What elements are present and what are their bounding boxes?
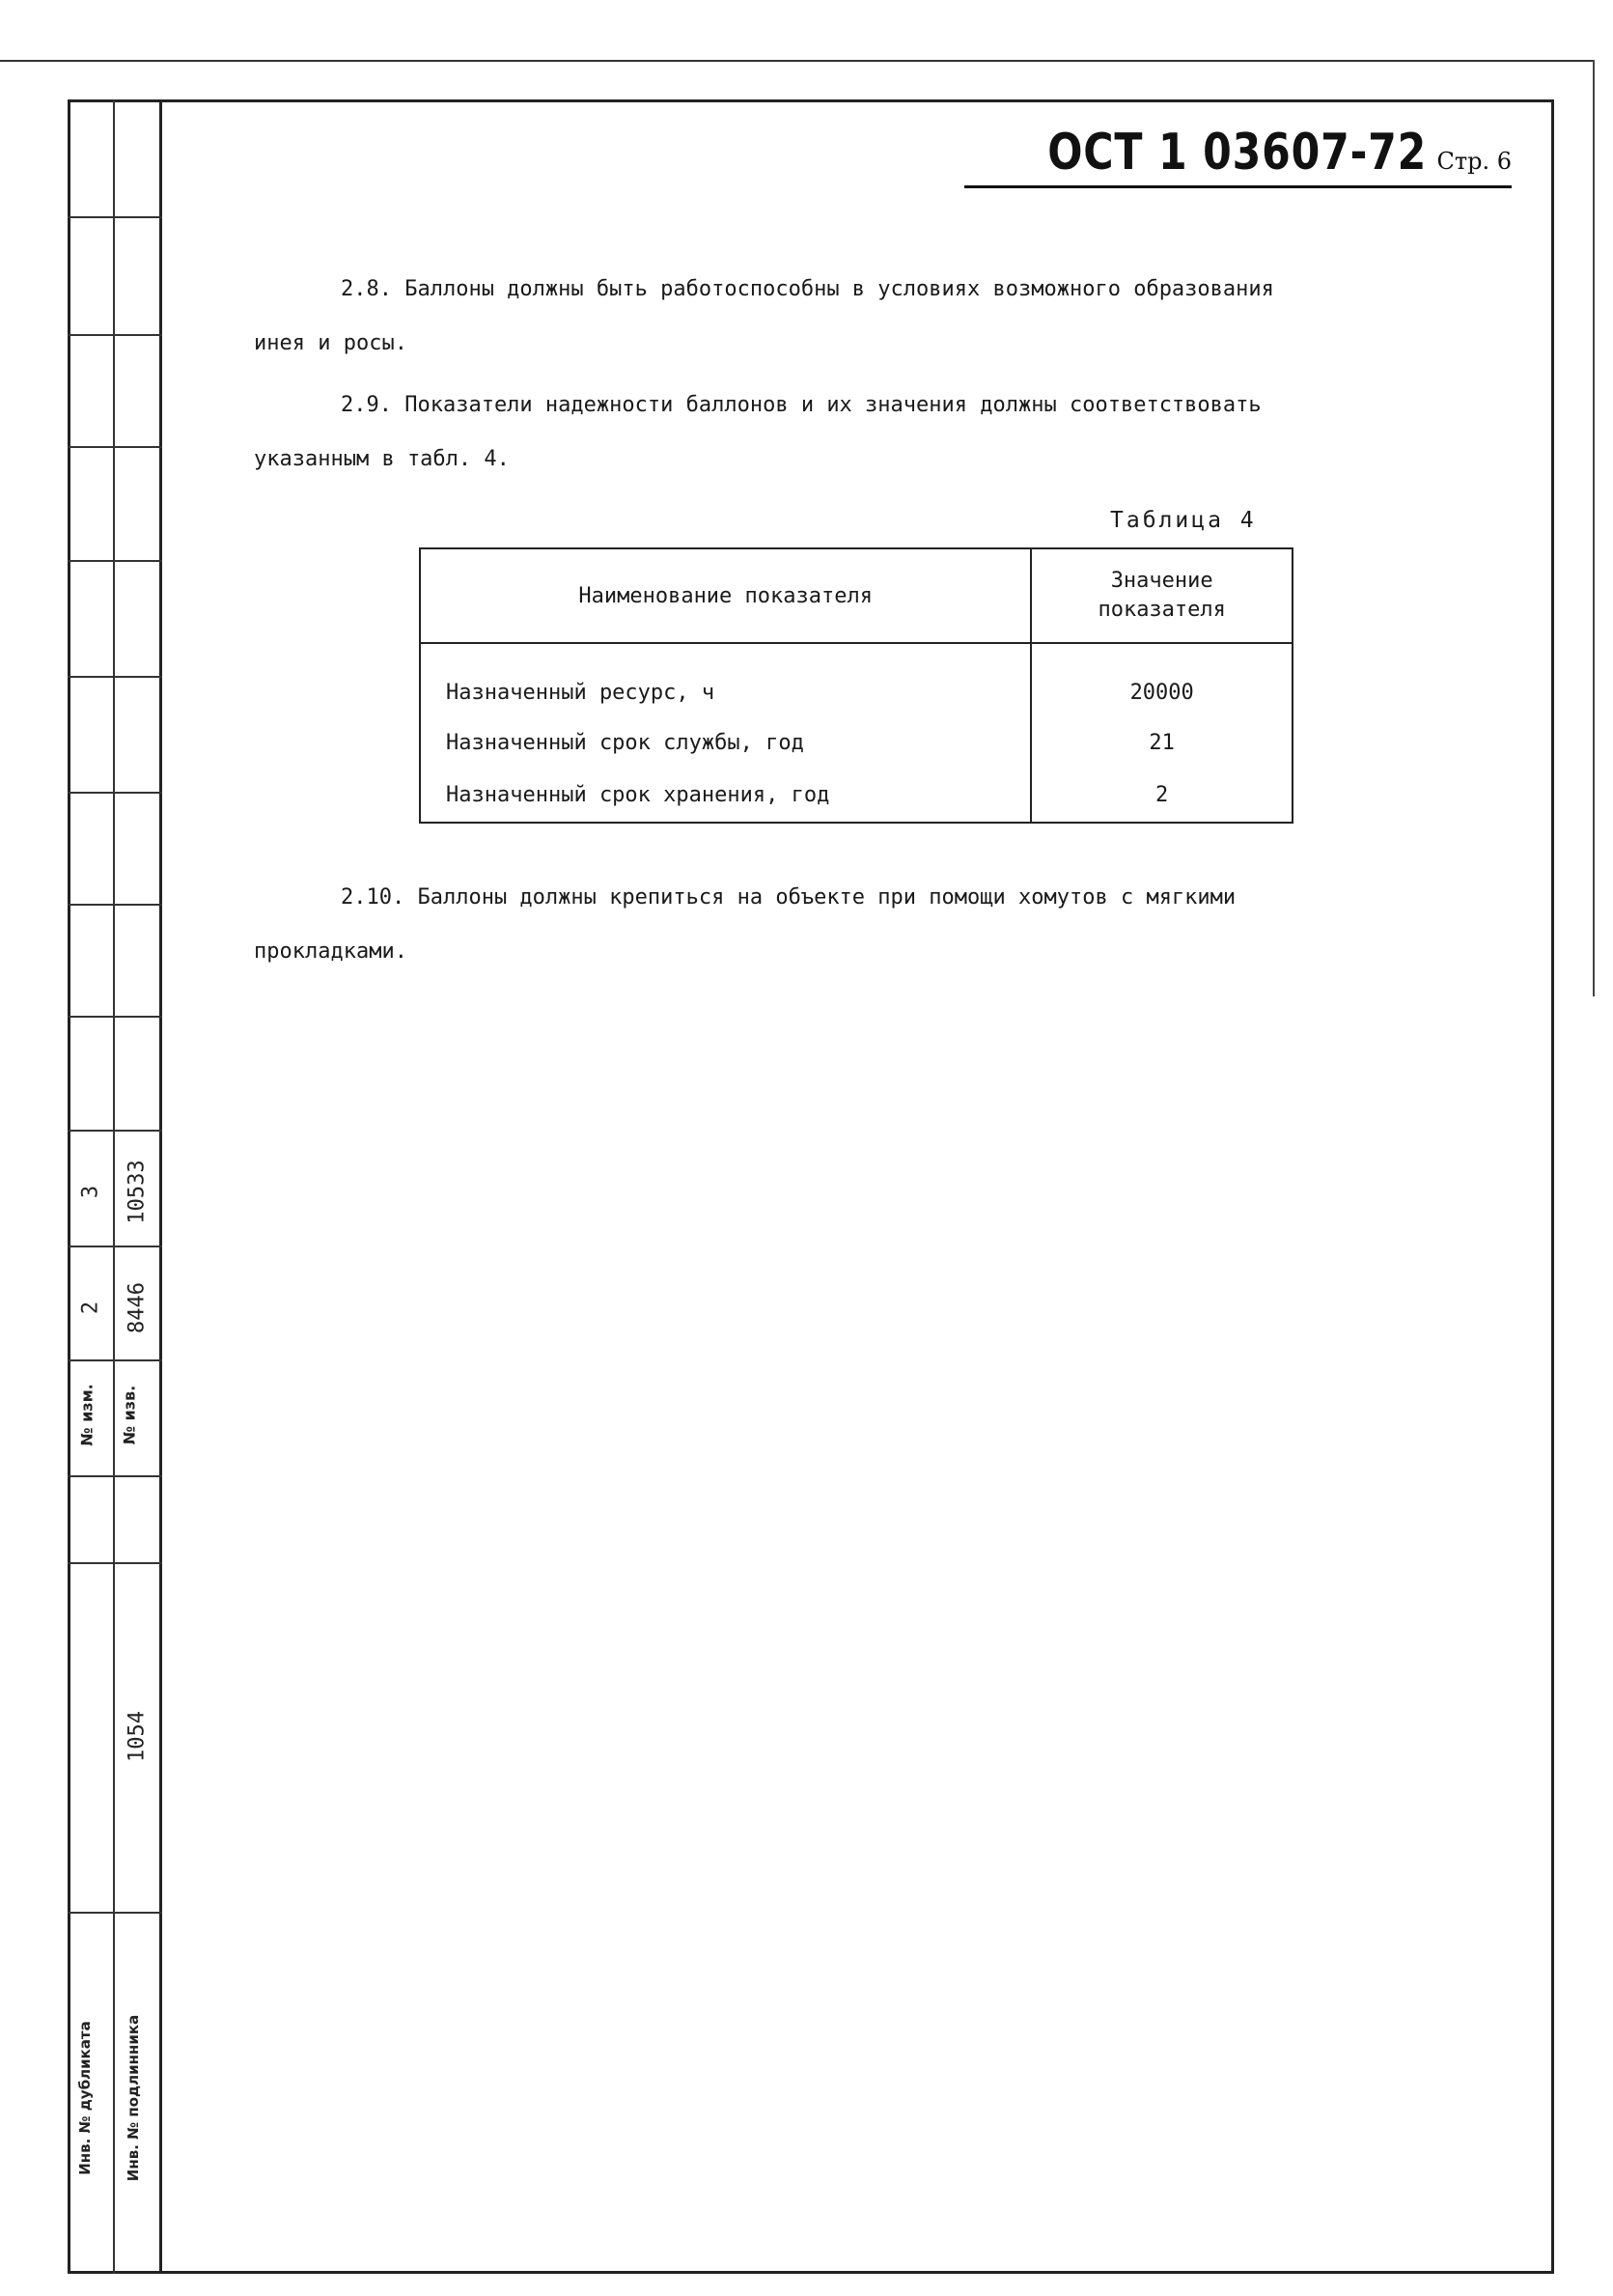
column-header-value	[1031, 548, 1293, 643]
stub-line	[68, 676, 162, 678]
stub-line	[68, 1359, 162, 1361]
stub-izm-label: № изм.	[77, 1384, 97, 1446]
stub-inv-dubl-value: 1054	[125, 1711, 150, 1762]
stub-line	[68, 792, 162, 794]
column-header-value-line: показателя	[1098, 598, 1226, 622]
stub-izv-2: 8446	[125, 1282, 150, 1333]
stub-line	[68, 1475, 162, 1477]
stub-line	[68, 560, 162, 562]
column-header-name: Наименование показателя	[420, 548, 1031, 643]
row-value: 20000	[1031, 643, 1293, 717]
right-edge	[1593, 60, 1595, 996]
paragraph-line: 2.10. Баллоны должны крепиться на объекте при помощи хомутов с мягкими	[341, 885, 1237, 910]
stub-line	[68, 216, 162, 218]
column-header-value-line: Значение	[1110, 569, 1213, 593]
stub-line	[68, 446, 162, 448]
table-row	[420, 643, 1293, 717]
table-row	[420, 717, 1293, 768]
row-value: 2	[1031, 768, 1293, 823]
paragraph-2-10	[254, 871, 1460, 979]
paragraph-line: 2.9. Показатели надежности баллонов и их значения должны соответствовать	[341, 393, 1262, 417]
table-header-row	[420, 548, 1293, 643]
stub-line	[68, 1562, 162, 1564]
paragraph-line: прокладками.	[254, 939, 407, 964]
stub-inv-podl-label: Инв. № подлинника	[125, 2014, 142, 2182]
stub-izm-3: 3	[78, 1185, 103, 1199]
doc-code: ОСТ 1 03607-72	[1047, 124, 1428, 182]
stub-line	[68, 1130, 162, 1132]
paragraph-line: инея и росы.	[254, 331, 407, 355]
paragraph-line: указанным в табл. 4.	[254, 447, 510, 471]
stub-izv-3: 10533	[125, 1160, 150, 1224]
stub-divider	[113, 99, 115, 2274]
row-value: 21	[1031, 717, 1293, 768]
stub-izm-2: 2	[78, 1301, 103, 1315]
stub-izv-label: № изв.	[120, 1385, 139, 1445]
row-name: Назначенный срок службы, год	[420, 717, 1031, 768]
page-number: Стр. 6	[1436, 148, 1512, 175]
stub-line	[68, 334, 162, 336]
row-name: Назначенный срок хранения, год	[420, 768, 1031, 823]
paragraph-2-9	[254, 378, 1460, 487]
doc-header	[964, 124, 1512, 188]
stub-inv-dubl-label: Инв. № дубликата	[76, 2021, 94, 2175]
paragraph-2-8	[254, 263, 1460, 371]
row-name: Назначенный ресурс, ч	[420, 643, 1031, 717]
stub-line	[68, 904, 162, 906]
stub-border	[159, 99, 162, 2274]
indicators-table	[419, 547, 1293, 824]
paragraph-line: 2.8. Баллоны должны быть работоспособны в условиях возможного образования	[341, 277, 1274, 301]
table-caption: Таблица 4	[1110, 508, 1257, 533]
stub-line	[68, 1912, 162, 1914]
top-rule	[0, 60, 1593, 62]
table-row	[420, 768, 1293, 823]
stub-line	[68, 1246, 162, 1247]
stub-line	[68, 1016, 162, 1018]
